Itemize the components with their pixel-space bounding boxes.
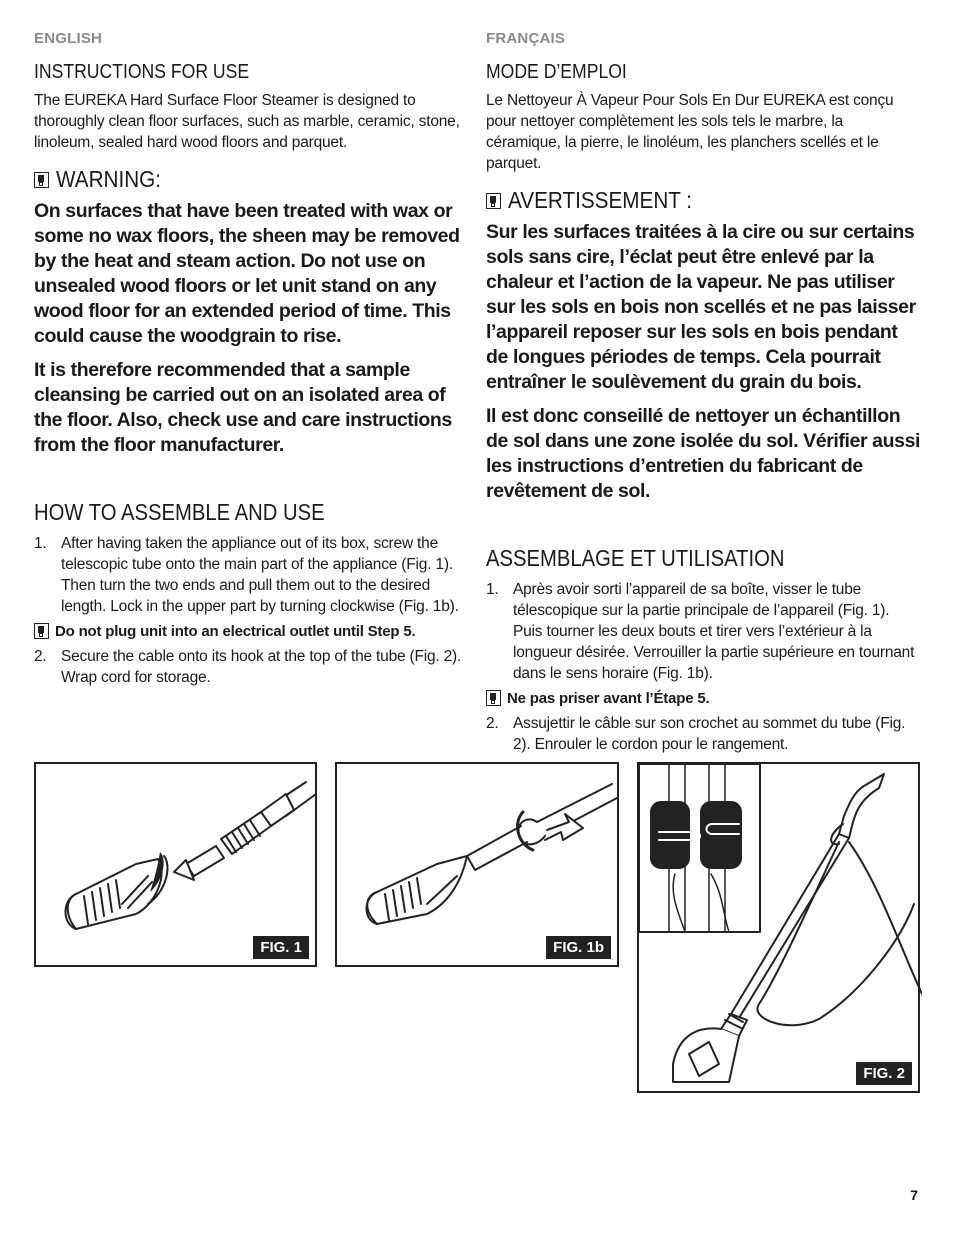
warning-icon bbox=[34, 172, 49, 188]
step-item bbox=[486, 579, 921, 684]
instructions-heading: INSTRUCTIONS FOR USE bbox=[34, 61, 250, 83]
english-column bbox=[34, 30, 469, 688]
figure-label: FIG. 2 bbox=[856, 1062, 912, 1085]
warning-heading bbox=[486, 187, 921, 214]
step-text: Après avoir sorti l’appareil de sa boîte, visser le tube télescopique sur la partie principale de l’appareil (Fig. 1). Puis tourner les deux bouts et tirer vers l’extérieur à la longueur désirée. Verrouiller la partie supérieure en tournant dans le sens horaire (Fig. 1b). bbox=[513, 580, 915, 682]
step-number: 2. bbox=[34, 647, 47, 665]
step-item bbox=[34, 533, 469, 617]
note-text: Ne pas priser avant l’Étape 5. bbox=[507, 689, 710, 707]
steps-list bbox=[486, 579, 921, 684]
step-number: 1. bbox=[34, 534, 47, 552]
language-label: FRANÇAIS bbox=[486, 30, 566, 47]
note-text: Do not plug unit into an electrical outlet until Step 5. bbox=[55, 622, 416, 640]
figure-label: FIG. 1 bbox=[253, 936, 309, 959]
step-text: Secure the cable onto its hook at the top of the tube (Fig. 2). Wrap cord for storage. bbox=[61, 647, 462, 686]
assemble-heading: HOW TO ASSEMBLE AND USE bbox=[34, 499, 325, 525]
plug-note bbox=[34, 623, 469, 640]
step-item bbox=[34, 646, 469, 688]
figure-label: FIG. 1b bbox=[546, 936, 611, 959]
warning-paragraph-1: Sur les surfaces traitées à la cire ou sur certains sols sans cire, l’éclat peut être enlevé par la chaleur et l’action de la vapeur. Ne pas utiliser sur les sols en bois non scellés et ne pas laisser l’appareil reposer sur les sols en bois pendant de longues périodes de temps. Cela pourrait entraîner le soulèvement du grain du bois. bbox=[486, 221, 916, 393]
french-column bbox=[486, 30, 921, 755]
step-number: 2. bbox=[486, 714, 499, 732]
steps-list-2 bbox=[486, 713, 921, 755]
figure-1 bbox=[34, 762, 317, 967]
warning-paragraph-1: On surfaces that have been treated with wax or some no wax floors, the sheen may be removed by the heat and steam action. Do not use on unsealed wood floors or let unit stand on any wood floor for an extended period of time. This could cause the woodgrain to rise. bbox=[34, 200, 460, 347]
warning-paragraph-2: Il est donc conseillé de nettoyer un échantillon de sol dans une zone isolée du sol. Vérifier aussi les instructions d’entretien du fabricant de revêtement de sol. bbox=[486, 405, 921, 502]
language-label: ENGLISH bbox=[34, 30, 103, 47]
steps-list-2 bbox=[34, 646, 469, 688]
assemble-heading: ASSEMBLAGE ET UTILISATION bbox=[486, 545, 785, 571]
warning-title: WARNING: bbox=[56, 166, 162, 192]
warning-icon bbox=[34, 623, 49, 639]
step-text: After having taken the appliance out of its box, screw the telescopic tube onto the main part of the appliance (Fig. 1). Then turn the two ends and pull them out to the desired length. Lock in the upper part by turning clockwise (Fig. 1b). bbox=[61, 534, 459, 615]
instructions-heading: MODE D’EMPLOI bbox=[486, 61, 627, 83]
step-number: 1. bbox=[486, 580, 499, 598]
step-text: Assujettir le câble sur son crochet au sommet du tube (Fig. 2). Enrouler le cordon pour le rangement. bbox=[513, 714, 906, 753]
warning-title: AVERTISSEMENT : bbox=[508, 187, 693, 213]
intro-paragraph: The EUREKA Hard Surface Floor Steamer is designed to thoroughly clean floor surfaces, such as marble, ceramic, stone, linoleum, sealed hard wood floors and parquet. bbox=[34, 92, 460, 151]
plug-note bbox=[486, 690, 921, 707]
intro-paragraph: Le Nettoyeur À Vapeur Pour Sols En Dur EUREKA est conçu pour nettoyer complètement les sols tels le marbre, la céramique, la pierre, le linoléum, les planchers scellés et le parquet. bbox=[486, 92, 894, 172]
figure-2 bbox=[637, 762, 920, 1093]
page-number: 7 bbox=[910, 1187, 918, 1203]
steps-list bbox=[34, 533, 469, 617]
warning-icon bbox=[486, 690, 501, 706]
step-item bbox=[486, 713, 921, 755]
warning-icon bbox=[486, 193, 501, 209]
warning-heading bbox=[34, 166, 469, 193]
warning-paragraph-2: It is therefore recommended that a sample cleansing be carried out on an isolated area of the floor. Also, check use and care instructions from the floor manufacturer. bbox=[34, 359, 452, 456]
figure-1b bbox=[335, 762, 619, 967]
cord-hook-illustration bbox=[639, 764, 922, 1095]
